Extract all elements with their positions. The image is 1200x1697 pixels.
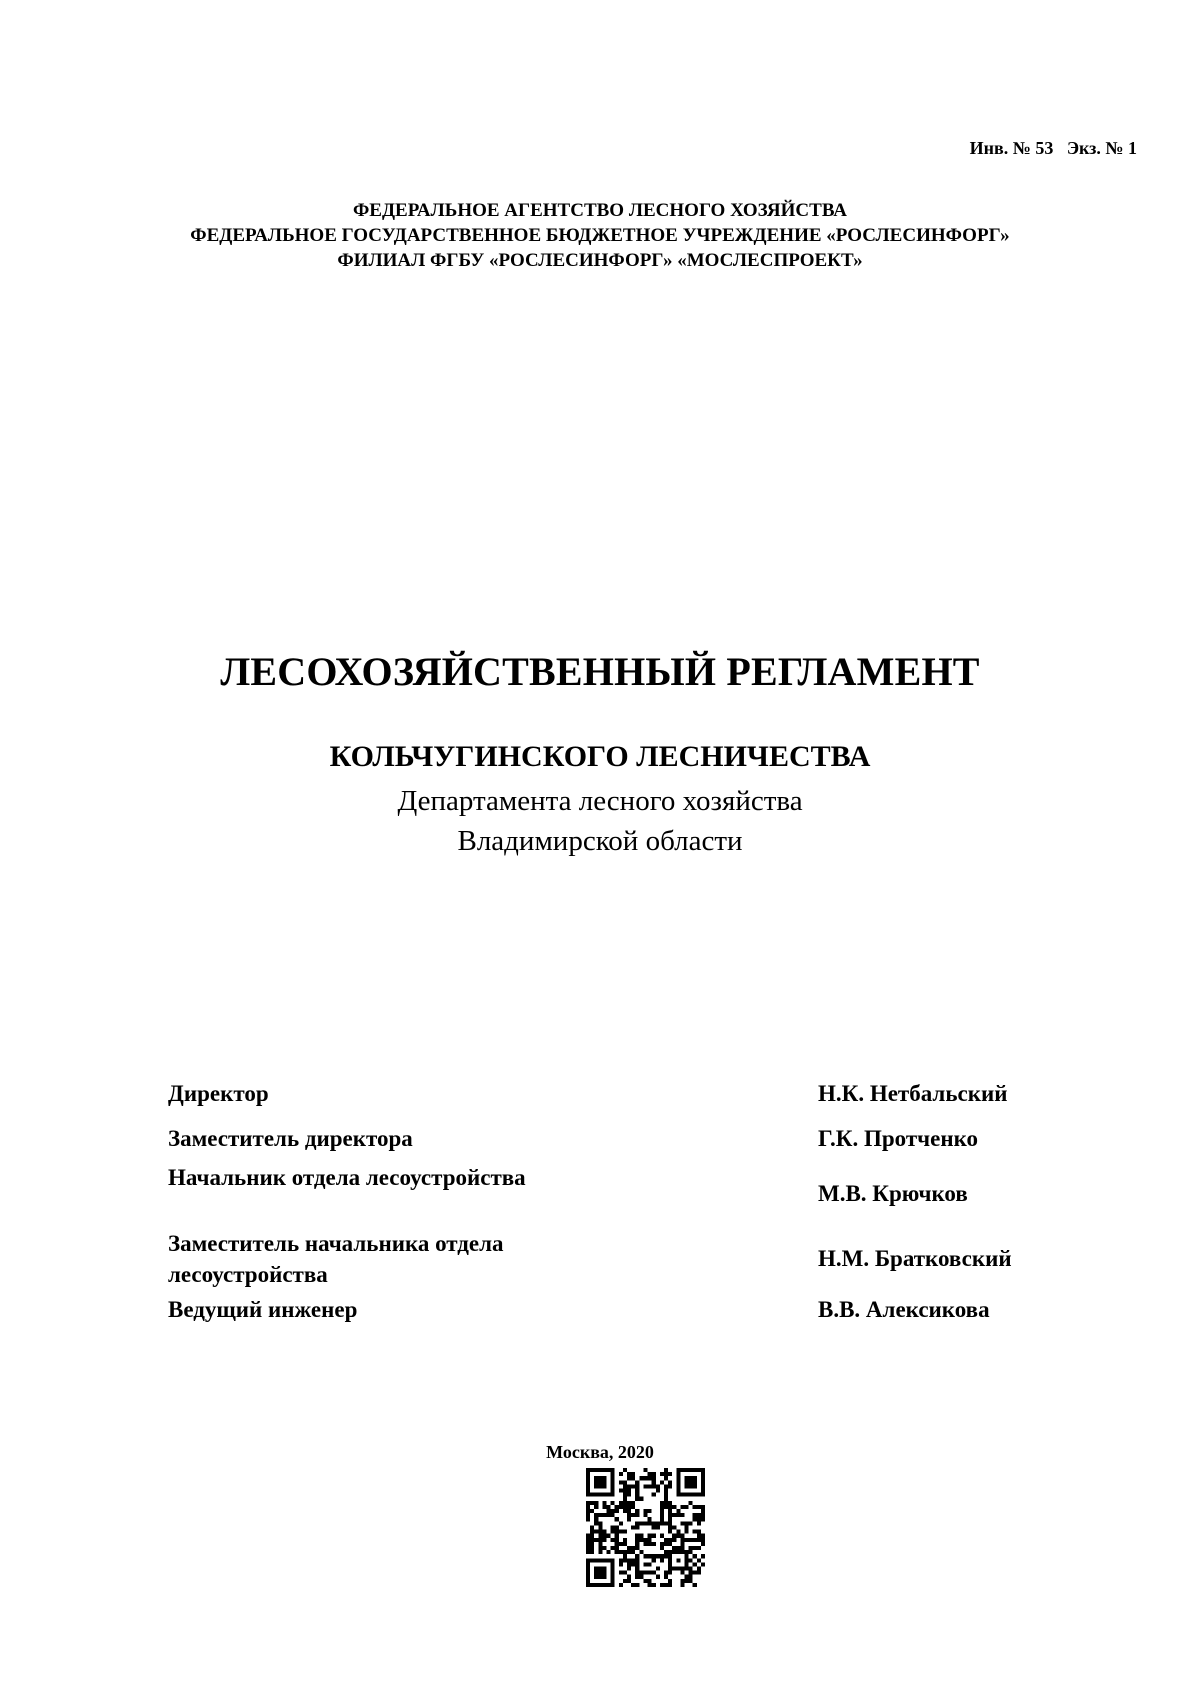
org-line-branch: ФИЛИАЛ ФГБУ «РОСЛЕСИНФОРГ» «МОСЛЕСПРОЕКТ»	[337, 250, 863, 271]
org-line-agency: ФЕДЕРАЛЬНОЕ АГЕНТСТВО ЛЕСНОГО ХОЗЯЙСТВА	[352, 200, 848, 221]
staff-role: Директор	[168, 1081, 269, 1106]
document-title: ЛЕСОХОЗЯЙСТВЕННЫЙ РЕГЛАМЕНТ	[220, 649, 980, 694]
inventory-number: Инв. № 53 Экз. № 1	[969, 138, 1137, 158]
staff-name: Н.М. Братковский	[818, 1246, 1012, 1271]
staff-name: В.В. Алексикова	[818, 1297, 990, 1322]
organization-header	[0, 198, 1200, 273]
document-department: Департамента лесного хозяйства	[397, 785, 803, 817]
document-subtitle: КОЛЬЧУГИНСКОГО ЛЕСНИЧЕСТВА	[329, 740, 871, 773]
staff-role: Ведущий инженер	[168, 1297, 358, 1322]
org-line-institution: ФЕДЕРАЛЬНОЕ ГОСУДАРСТВЕННОЕ БЮДЖЕТНОЕ УЧРЕЖДЕНИЕ «РОСЛЕСИНФОРГ»	[190, 225, 1010, 246]
city-year: Москва, 2020	[546, 1442, 654, 1462]
staff-name: М.В. Крючков	[818, 1181, 968, 1206]
staff-name: Н.К. Нетбальский	[818, 1081, 1008, 1106]
qr-code-icon	[586, 1468, 705, 1587]
staff-role: Начальник отдела лесоустройства	[168, 1165, 526, 1190]
staff-name: Г.К. Протченко	[818, 1126, 979, 1151]
staff-role: Заместитель директора	[168, 1126, 413, 1151]
document-region: Владимирской области	[457, 825, 743, 857]
staff-role: Заместитель начальника отдела лесоустройства	[168, 1231, 504, 1287]
